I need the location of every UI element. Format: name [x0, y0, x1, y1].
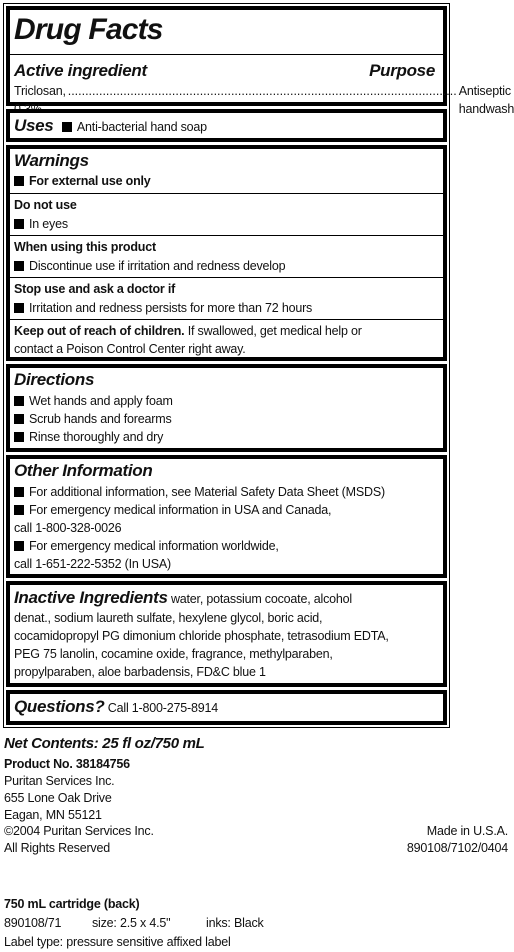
label-size: size: 2.5 x 4.5" [92, 916, 171, 930]
when-using-line [14, 257, 285, 275]
other-info-text: For emergency medical information worldwide, [29, 539, 279, 553]
bullet-icon [14, 487, 24, 497]
inactive-ingredients-text-5: propylparaben, aloe barbadensis, FD&C blue 1 [14, 665, 266, 679]
active-ingredient-purpose: Antiseptic handwash [458, 84, 514, 116]
active-ingredient-name: Triclosan, [14, 84, 66, 98]
uses-heading: Uses [14, 116, 54, 135]
bullet-icon [14, 396, 24, 406]
other-info-line [14, 483, 385, 501]
directions-item [14, 428, 163, 446]
stop-use-item: Irritation and redness persists for more than 72 hours [29, 301, 313, 315]
external-use-text: For external use only [29, 174, 151, 188]
inactive-ingredients-text-1: water, potassium cocoate, alcohol [167, 592, 352, 606]
drug-facts-title: Drug Facts [14, 13, 163, 46]
directions-item-text: Scrub hands and forearms [29, 412, 172, 426]
other-information-heading: Other Information [14, 461, 153, 480]
bullet-icon [14, 414, 24, 424]
external-use-line [14, 172, 151, 190]
directions-item [14, 410, 172, 428]
inactive-ingredients-text-2: denat., sodium laureth sulfate, hexylene glycol, boric acid, [14, 611, 323, 625]
questions-phone: Call 1-800-275-8914 [104, 701, 218, 715]
bullet-icon [14, 432, 24, 442]
directions-item [14, 392, 173, 410]
inactive-ingredients-section [6, 581, 447, 687]
other-info-text: For additional information, see Material Safety Data Sheet (MSDS) [29, 485, 385, 499]
title-rule [6, 54, 447, 55]
do-not-use-heading: Do not use [14, 198, 77, 212]
all-rights-reserved: All Rights Reserved [4, 841, 110, 855]
bullet-icon [14, 303, 24, 313]
inactive-ingredients-text-4: PEG 75 lanolin, cocamine oxide, fragrance, methylparaben, [14, 647, 333, 661]
directions-item-text: Rinse thoroughly and dry [29, 430, 164, 444]
questions-line [14, 697, 218, 717]
directions-item-text: Wet hands and apply foam [29, 394, 173, 408]
inactive-line-1 [14, 588, 352, 608]
dot-leader: ................................................................................................................ [67, 84, 457, 98]
bullet-icon [14, 505, 24, 515]
questions-heading: Questions? [14, 697, 105, 716]
bullet-icon [14, 219, 24, 229]
do-not-use-line [14, 215, 68, 233]
company-address-2: Eagan, MN 55121 [4, 808, 102, 822]
warnings-rule-1 [10, 193, 443, 194]
inactive-ingredients-heading: Inactive Ingredients [14, 588, 168, 607]
label-inks: inks: Black [206, 916, 264, 930]
uses-section [6, 109, 447, 142]
other-info-line [14, 501, 331, 519]
bullet-icon [62, 122, 72, 132]
drug-facts-header-section [6, 6, 514, 116]
warnings-heading: Warnings [14, 151, 89, 170]
keep-out-line-1 [14, 322, 362, 340]
inactive-ingredients-text-3: cocamidopropyl PG dimonium chloride phosphate, tetrasodium EDTA, [14, 629, 389, 643]
other-info-phone-usa: call 1-800-328-0026 [14, 521, 122, 535]
warnings-rule-4 [10, 319, 443, 320]
part-number: 890108/71 [4, 916, 62, 930]
directions-heading: Directions [14, 370, 95, 389]
bullet-icon [14, 261, 24, 271]
bullet-icon [14, 176, 24, 186]
warnings-section [6, 145, 447, 361]
when-using-heading: When using this product [14, 240, 156, 254]
questions-section [6, 690, 447, 725]
lot-code: 890108/7102/0404 [406, 841, 508, 855]
warnings-rule-2 [10, 235, 443, 236]
other-information-section [6, 455, 447, 578]
stop-use-line [14, 299, 312, 317]
other-info-line [14, 537, 279, 555]
keep-out-bold: Keep out of reach of children. [14, 324, 185, 338]
when-using-item: Discontinue use if irritation and redness develop [29, 259, 286, 273]
warnings-rule-3 [10, 277, 443, 278]
purpose-heading: Purpose [369, 61, 435, 80]
active-ingredient-heading: Active ingredient [14, 61, 147, 80]
company-name: Puritan Services Inc. [4, 774, 115, 788]
uses-text: Anti-bacterial hand soap [76, 120, 207, 134]
copyright: ©2004 Puritan Services Inc. [4, 824, 154, 838]
bullet-icon [14, 541, 24, 551]
net-contents: Net Contents: 25 fl oz/750 mL [4, 735, 205, 752]
label-type: Label type: pressure sensitive affixed label [4, 935, 231, 949]
uses-line [14, 116, 207, 136]
directions-section [6, 364, 447, 452]
keep-out-line-2: contact a Poison Control Center right away. [14, 342, 246, 356]
stop-use-heading: Stop use and ask a doctor if [14, 282, 176, 296]
made-in: Made in U.S.A. [426, 824, 508, 838]
other-info-phone-worldwide: call 1-651-222-5352 (In USA) [14, 557, 171, 571]
keep-out-text-1: If swallowed, get medical help or [184, 324, 362, 338]
cartridge-title: 750 mL cartridge (back) [4, 897, 140, 911]
product-number: Product No. 38184756 [4, 757, 130, 771]
other-info-text: For emergency medical information in USA and Canada, [29, 503, 332, 517]
company-address-1: 655 Lone Oak Drive [4, 791, 112, 805]
do-not-use-item: In eyes [29, 217, 68, 231]
